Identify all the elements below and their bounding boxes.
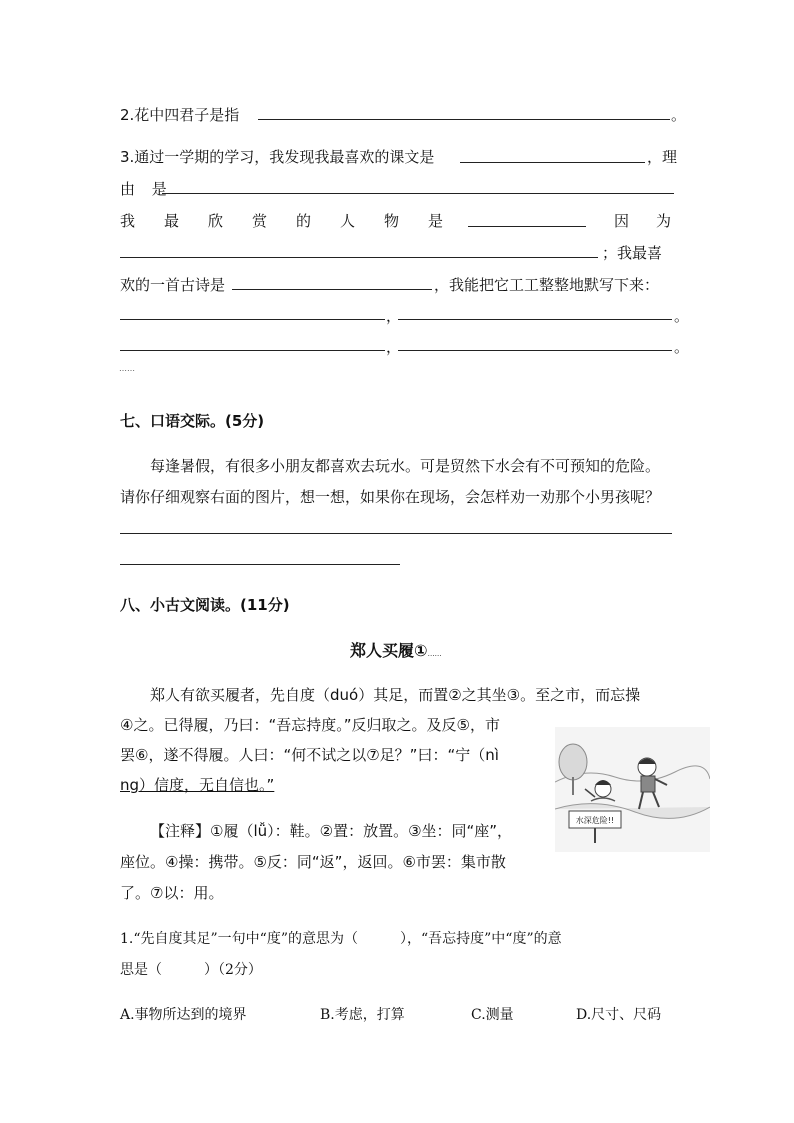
- passage-line-2: ④之。已得履，乃曰：“吾忘持度。”反归取之。及反⑤，市: [120, 716, 500, 734]
- poem-line-1b-blank[interactable]: [398, 319, 672, 320]
- q3-line3-chars: [0, 210, 794, 230]
- q3-reason-blank[interactable]: [162, 193, 674, 194]
- q3-char: 人: [340, 212, 356, 230]
- section-7-para-2: 请你仔细观察右面的图片，想一想，如果你在现场，会怎样劝一劝那个小男孩呢？: [120, 488, 661, 506]
- q3-char: 物: [384, 212, 400, 230]
- poem-period: 。: [674, 307, 690, 325]
- q2-period: 。: [671, 106, 687, 124]
- q3-char: 赏: [252, 212, 268, 230]
- warning-sign-text: 水深危险!!: [575, 816, 615, 825]
- option-c[interactable]: C.测量: [471, 1007, 514, 1023]
- section-7-para-1: 每逢暑假，有很多小朋友都喜欢去玩水。可是贸然下水会有不可预知的危险。: [150, 457, 661, 475]
- drowning-warning-illustration: [555, 727, 710, 852]
- notes-line-1: 【注释】①履（lǚ）：鞋。②置：放置。③坐：同“座”，: [150, 822, 513, 840]
- q3-line1: 3.通过一学期的学习，我发现我最喜欢的课文是: [120, 148, 435, 166]
- continuation-dots: ……: [119, 364, 135, 373]
- q3-line5-a: 欢的一首古诗是: [120, 276, 226, 294]
- q2-answer-blank[interactable]: [258, 119, 670, 120]
- answer-line-1[interactable]: [120, 533, 672, 534]
- question-1-line-1: 1.“先自度其足”一句中“度”的意思为（ ），“吾忘持度”中“度”的意: [120, 931, 562, 947]
- poem-comma: ，: [386, 307, 402, 325]
- q3-favorite-text-blank[interactable]: [460, 162, 645, 163]
- poem-line-2b-blank[interactable]: [398, 350, 672, 351]
- q3-character-blank[interactable]: [468, 226, 586, 227]
- section-8-heading: 八、小古文阅读。(11分): [120, 596, 290, 614]
- q3-char: 因: [614, 212, 630, 230]
- passage-title-text: 郑人买履①: [350, 641, 428, 660]
- q3-char: 我: [120, 212, 136, 230]
- passage-line-3: 罢⑥，遂不得履。人曰：“何不试之以⑦足？”曰：“宁（nì: [120, 746, 499, 764]
- option-a[interactable]: A.事物所达到的境界: [120, 1007, 247, 1023]
- q3-poem-blank[interactable]: [232, 289, 432, 290]
- q3-char: 是: [428, 212, 444, 230]
- q3-char: 欣: [208, 212, 224, 230]
- q3-because-blank[interactable]: [120, 257, 598, 258]
- section-7-heading: 七、口语交际。(5分): [120, 412, 265, 430]
- option-d[interactable]: D.尺寸、尺码: [576, 1007, 662, 1023]
- q3-line1-end: ，理: [647, 148, 678, 166]
- q3-char: 最: [164, 212, 180, 230]
- question-1-line-2: 思是（ ）（2分）: [120, 962, 262, 978]
- answer-line-2[interactable]: [120, 564, 400, 565]
- q2-text: 2.花中四君子是指: [120, 106, 240, 124]
- q3-char: 的: [296, 212, 312, 230]
- poem-line-1a-blank[interactable]: [120, 319, 385, 320]
- q3-line5-b: ，我能把它工工整整地默写下来：: [434, 276, 660, 294]
- poem-line-2a-blank[interactable]: [120, 350, 385, 351]
- q3-char: 为: [656, 212, 672, 230]
- q3-line4-end: ；我最喜: [602, 244, 663, 262]
- poem-period: 。: [674, 338, 690, 356]
- passage-title-dots: ……: [427, 650, 442, 658]
- poem-comma: ，: [386, 338, 402, 356]
- notes-line-3: 了。⑦以：用。: [120, 884, 224, 902]
- passage-line-1: 郑人有欲买履者，先自度（duó）其足，而置②之其坐③。至之市，而忘操: [150, 686, 641, 704]
- option-b[interactable]: B.考虑，打算: [320, 1007, 405, 1023]
- q3-line2-label: 由 是: [120, 180, 173, 198]
- illustration-svg: [555, 727, 710, 852]
- notes-line-2: 座位。④操：携带。⑤反：同“返”，返回。⑥市罢：集市散: [120, 853, 506, 871]
- passage-line-4: ng）信度，无自信也。”: [120, 776, 275, 794]
- passage-title: [350, 638, 442, 661]
